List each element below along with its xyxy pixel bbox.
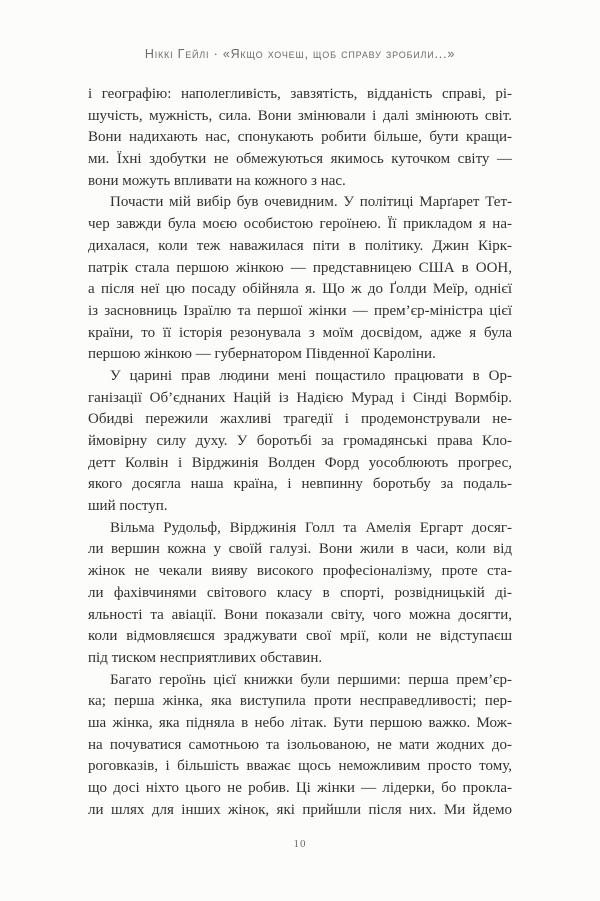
running-header: Ніккі Гейлі · «Якщо хочеш, щоб справу зробили...»: [144, 47, 456, 61]
text-line: детт Колвін і Вірджинія Волден Форд уособлюють прогрес,: [88, 454, 512, 471]
text-line: Вільма Рудольф, Вірджинія Голл та Амелія Ергарт досяг-: [110, 519, 512, 536]
page-number: 10: [293, 838, 307, 850]
text-line: першою жінкою — губернатором Південної Кароліни.: [88, 346, 436, 363]
text-line: ший поступ.: [88, 498, 168, 515]
text-line: ли фахівчинями світового класу в спорті, розвідницькій ді-: [88, 584, 512, 601]
text-block: [88, 84, 512, 821]
text-line: вони можуть впливати на кожного з нас.: [88, 172, 346, 189]
text-line: ша жінка, яка підняла в небо літак. Бути першою важко. Мож-: [88, 714, 512, 731]
text-line: а після неї цю посаду обійняла я. Що ж до Ґолди Меїр, однієї: [88, 281, 512, 298]
text-line: ли шлях для інших жінок, які прийшли після них. Ми йдемо: [88, 801, 512, 818]
text-line: коли відмовляєшся зраджувати свої мрії, коли не відступаєш: [88, 628, 512, 645]
text-line: під тиском несприятливих обставин.: [88, 649, 323, 666]
text-line: на почуватися самотньою та ізольованою, не мати жодних до-: [88, 736, 512, 753]
text-line: чер завжди була моєю особистою героїнею. Її прикладом я на-: [88, 216, 512, 233]
text-line: дихалася, коли теж наважилася піти в політику. Джин Кірк-: [88, 237, 512, 254]
text-line: жінок не чекали вияву високого професіоналізму, проте ста-: [88, 563, 512, 580]
text-line: ми. Їхні здобутки не обмежуються якимось куточком світу —: [88, 151, 512, 168]
text-line: Багато героїнь цієї книжки були першими: перша прем’єр-: [110, 671, 512, 688]
text-line: Почасти мій вибір був очевидним. У політиці Марґарет Тет-: [110, 194, 512, 211]
text-line: ка; перша жінка, яка виступила проти несправедливості; пер-: [88, 693, 512, 710]
text-line: У царині прав людини мені пощастило працювати в Ор-: [110, 367, 512, 384]
text-line: країни, то її історія резонувала з моїм досвідом, адже я була: [88, 324, 512, 341]
text-line: патрік стала першою жінкою — представницею США в ООН,: [88, 259, 512, 276]
text-line: із засновниць Ізраїлю та першої жінки — прем’єр-міністра цієї: [88, 302, 512, 319]
text-line: шучість, мужність, сила. Вони змінювали і далі змінюють світ.: [88, 107, 512, 124]
text-line: ли вершин кожна у своїй галузі. Вони жили в часи, коли від: [88, 541, 512, 558]
text-line: і географію: наполегливість, завзятість, відданість справі, рі-: [88, 86, 512, 102]
text-line: якого досягла наша країна, і невпинну боротьбу за подаль-: [88, 476, 512, 493]
text-line: роговказів, і більшість вважає щось неможливим просто тому,: [88, 758, 512, 775]
text-line: Обидві пережили жахливі трагедії і продемонстрували не-: [88, 411, 512, 428]
text-line: яльності та авіації. Вони показали світу, чого можна досягти,: [88, 606, 512, 623]
text-line: що досі ніхто цього не робив. Ці жінки — лідерки, бо прокла-: [88, 780, 512, 796]
text-line: ймовірну силу духу. У боротьбі за громадянські права Кло-: [88, 433, 512, 449]
text-line: ганізації Об’єднаних Націй із Надією Мурад і Сінді Вормбір.: [88, 389, 512, 406]
text-line: Вони надихають нас, спонукають робити більше, бути кращи-: [88, 129, 512, 146]
